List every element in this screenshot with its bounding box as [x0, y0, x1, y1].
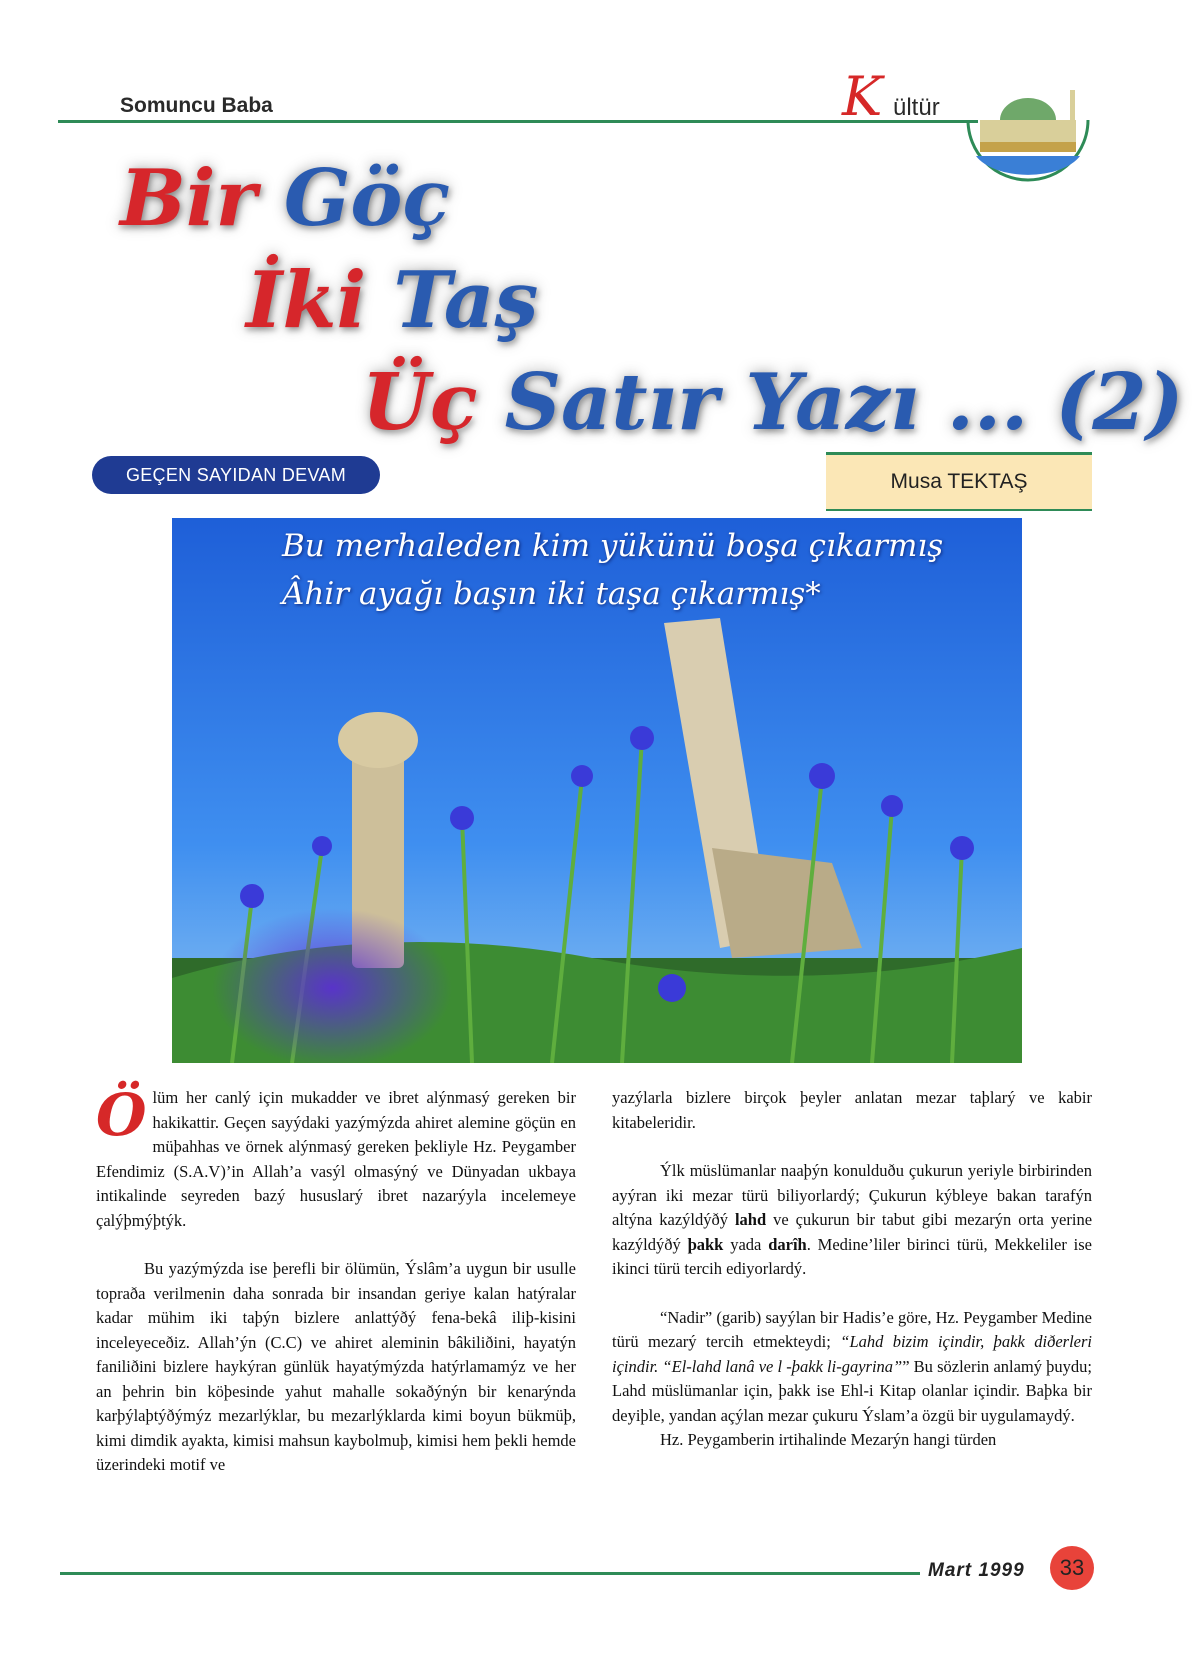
page-number: 33	[1050, 1546, 1094, 1590]
paragraph-text: yada	[730, 1234, 762, 1254]
article-column-1	[96, 1081, 576, 1478]
paragraph-text: Bu yazýmýzda ise þerefli bir ölümün, Ýslâm’a uygun bir usulle topraða verilmenin daha sonrada bir insandan geriye kalan hatýralar kadar mühim iki taþýn bizlere anlattýðý fena-bekâ iliþ-kisini inceleyeceðiz. Allah’ýn (C.C) ve ahiret aleminin bâkiliðini, hayatýn faniliðini bizlere haykýran günlük hayatýmýzda hatýrlamamýz ve her an þehrin bin köþesinde yahut mahalle sokaðýnýn bir kenarýnda karþýlaþtýðýmýz mezarlýklar, bu mezarlýklarda kimi boyun bükmüþ, kimi dimdik ayakta, kimisi mahsun kaybolmuþ, kimisi hem þekli hemde üzerindeki motif ve	[96, 1259, 576, 1474]
author-name: Musa TEKTAŞ	[890, 470, 1028, 493]
title-line-1	[120, 153, 450, 244]
term-darih: darîh	[768, 1234, 807, 1254]
title-word-bir: Bir	[120, 153, 257, 244]
issue-date: Mart 1999	[928, 1560, 1025, 1581]
continued-label: GEÇEN SAYIDAN DEVAM	[92, 456, 380, 494]
paragraph	[612, 1306, 1092, 1429]
author-box	[826, 452, 1092, 511]
title-line-3	[362, 357, 1184, 448]
title-word-goc: Göç	[283, 153, 450, 244]
title-line-2	[246, 255, 539, 346]
verse-line-2: Âhir ayağı başın iki taşa çıkarmış*	[282, 576, 821, 612]
paragraph-text: ” Bu sözlerin anlamý þuydu; Lahd müslümanlar için, þakk ise Ehl-i Kitap olanlar içindir. Baþka bir deyiþle, yandan açýlan mezar çukuru Ýslam’a özgü bir uygulamaydý.	[612, 1356, 1092, 1425]
term-sakk: þakk	[687, 1234, 724, 1254]
drop-cap: Ö	[96, 1081, 147, 1149]
header-divider	[58, 120, 978, 123]
paragraph-text: . Medine’liler birinci türü, Mekkeliler ise ikinci türü tercih ediyorlardý.	[612, 1234, 1093, 1278]
title-word-uc: Üç	[362, 357, 478, 448]
verse-line-1: Bu merhaleden kim yükünü boşa çıkarmış	[282, 528, 944, 564]
paragraph-text: “Nadir” (garib) sayýlan bir Hadis’e göre, Hz. Peygamber Medine türü mezarý tercih etmekteydi;	[612, 1307, 1092, 1351]
paragraph-text: Hz. Peygamberin irtihalinde Mezarýn hangi türden	[660, 1430, 997, 1449]
paragraph-text: ve çukurun bir tabut gibi mezarýn orta yerine kazýldýðý	[612, 1210, 1093, 1254]
magazine-name: Somuncu Baba	[120, 94, 273, 117]
title-word-iki: İki	[246, 255, 367, 346]
paragraph-text: lüm her canlý için mukadder ve ibret alýnmasý gereken bir hakikattir. Geçen sayýdaki yazýmýzda ahiret alemine göçün en müþahhas ve örnek alýnmasý gereken þekliyle Hz. Peygamber Efendimiz (S.A.V)’in Allah’a vasýl olmasýný ve Dünyadan ukbaya intikalinde seyreden bazý hususlarý ibret nazarýyla incelemeye çalýþmýþtýk.	[96, 1088, 576, 1230]
section-label: ültür	[893, 94, 940, 121]
paragraph-text: yazýlarla bizlere birçok þeyler anlatan mezar taþlarý ve kabir kitabeleridir.	[612, 1088, 1092, 1132]
paragraph	[612, 1159, 1092, 1282]
hadith-quote: “Lahd bizim içindir, þakk diðerleri içindir. “El-lahd lanâ ve l -þakk li-gayrina”	[612, 1332, 1092, 1376]
title-word-tas: Taş	[393, 255, 539, 346]
paragraph-text: Ýlk müslümanlar naaþýn konulduðu çukurun yeriyle birbirinden ayýran iki mezar türü biliyorlardý; Çukurun kýbleye bakan tarafýn altýna kazýldýðý	[612, 1161, 1092, 1229]
gravestone-photo	[172, 518, 1022, 1063]
paragraph	[96, 1081, 576, 1233]
term-lahd: lahd	[734, 1210, 767, 1229]
title-words-satir-yazi: Satır Yazı ... (2)	[504, 357, 1184, 448]
section-initial: K	[842, 65, 883, 128]
footer-divider	[60, 1572, 920, 1575]
article-column-2	[612, 1086, 1092, 1453]
mosque-emblem-icon	[958, 80, 1098, 190]
